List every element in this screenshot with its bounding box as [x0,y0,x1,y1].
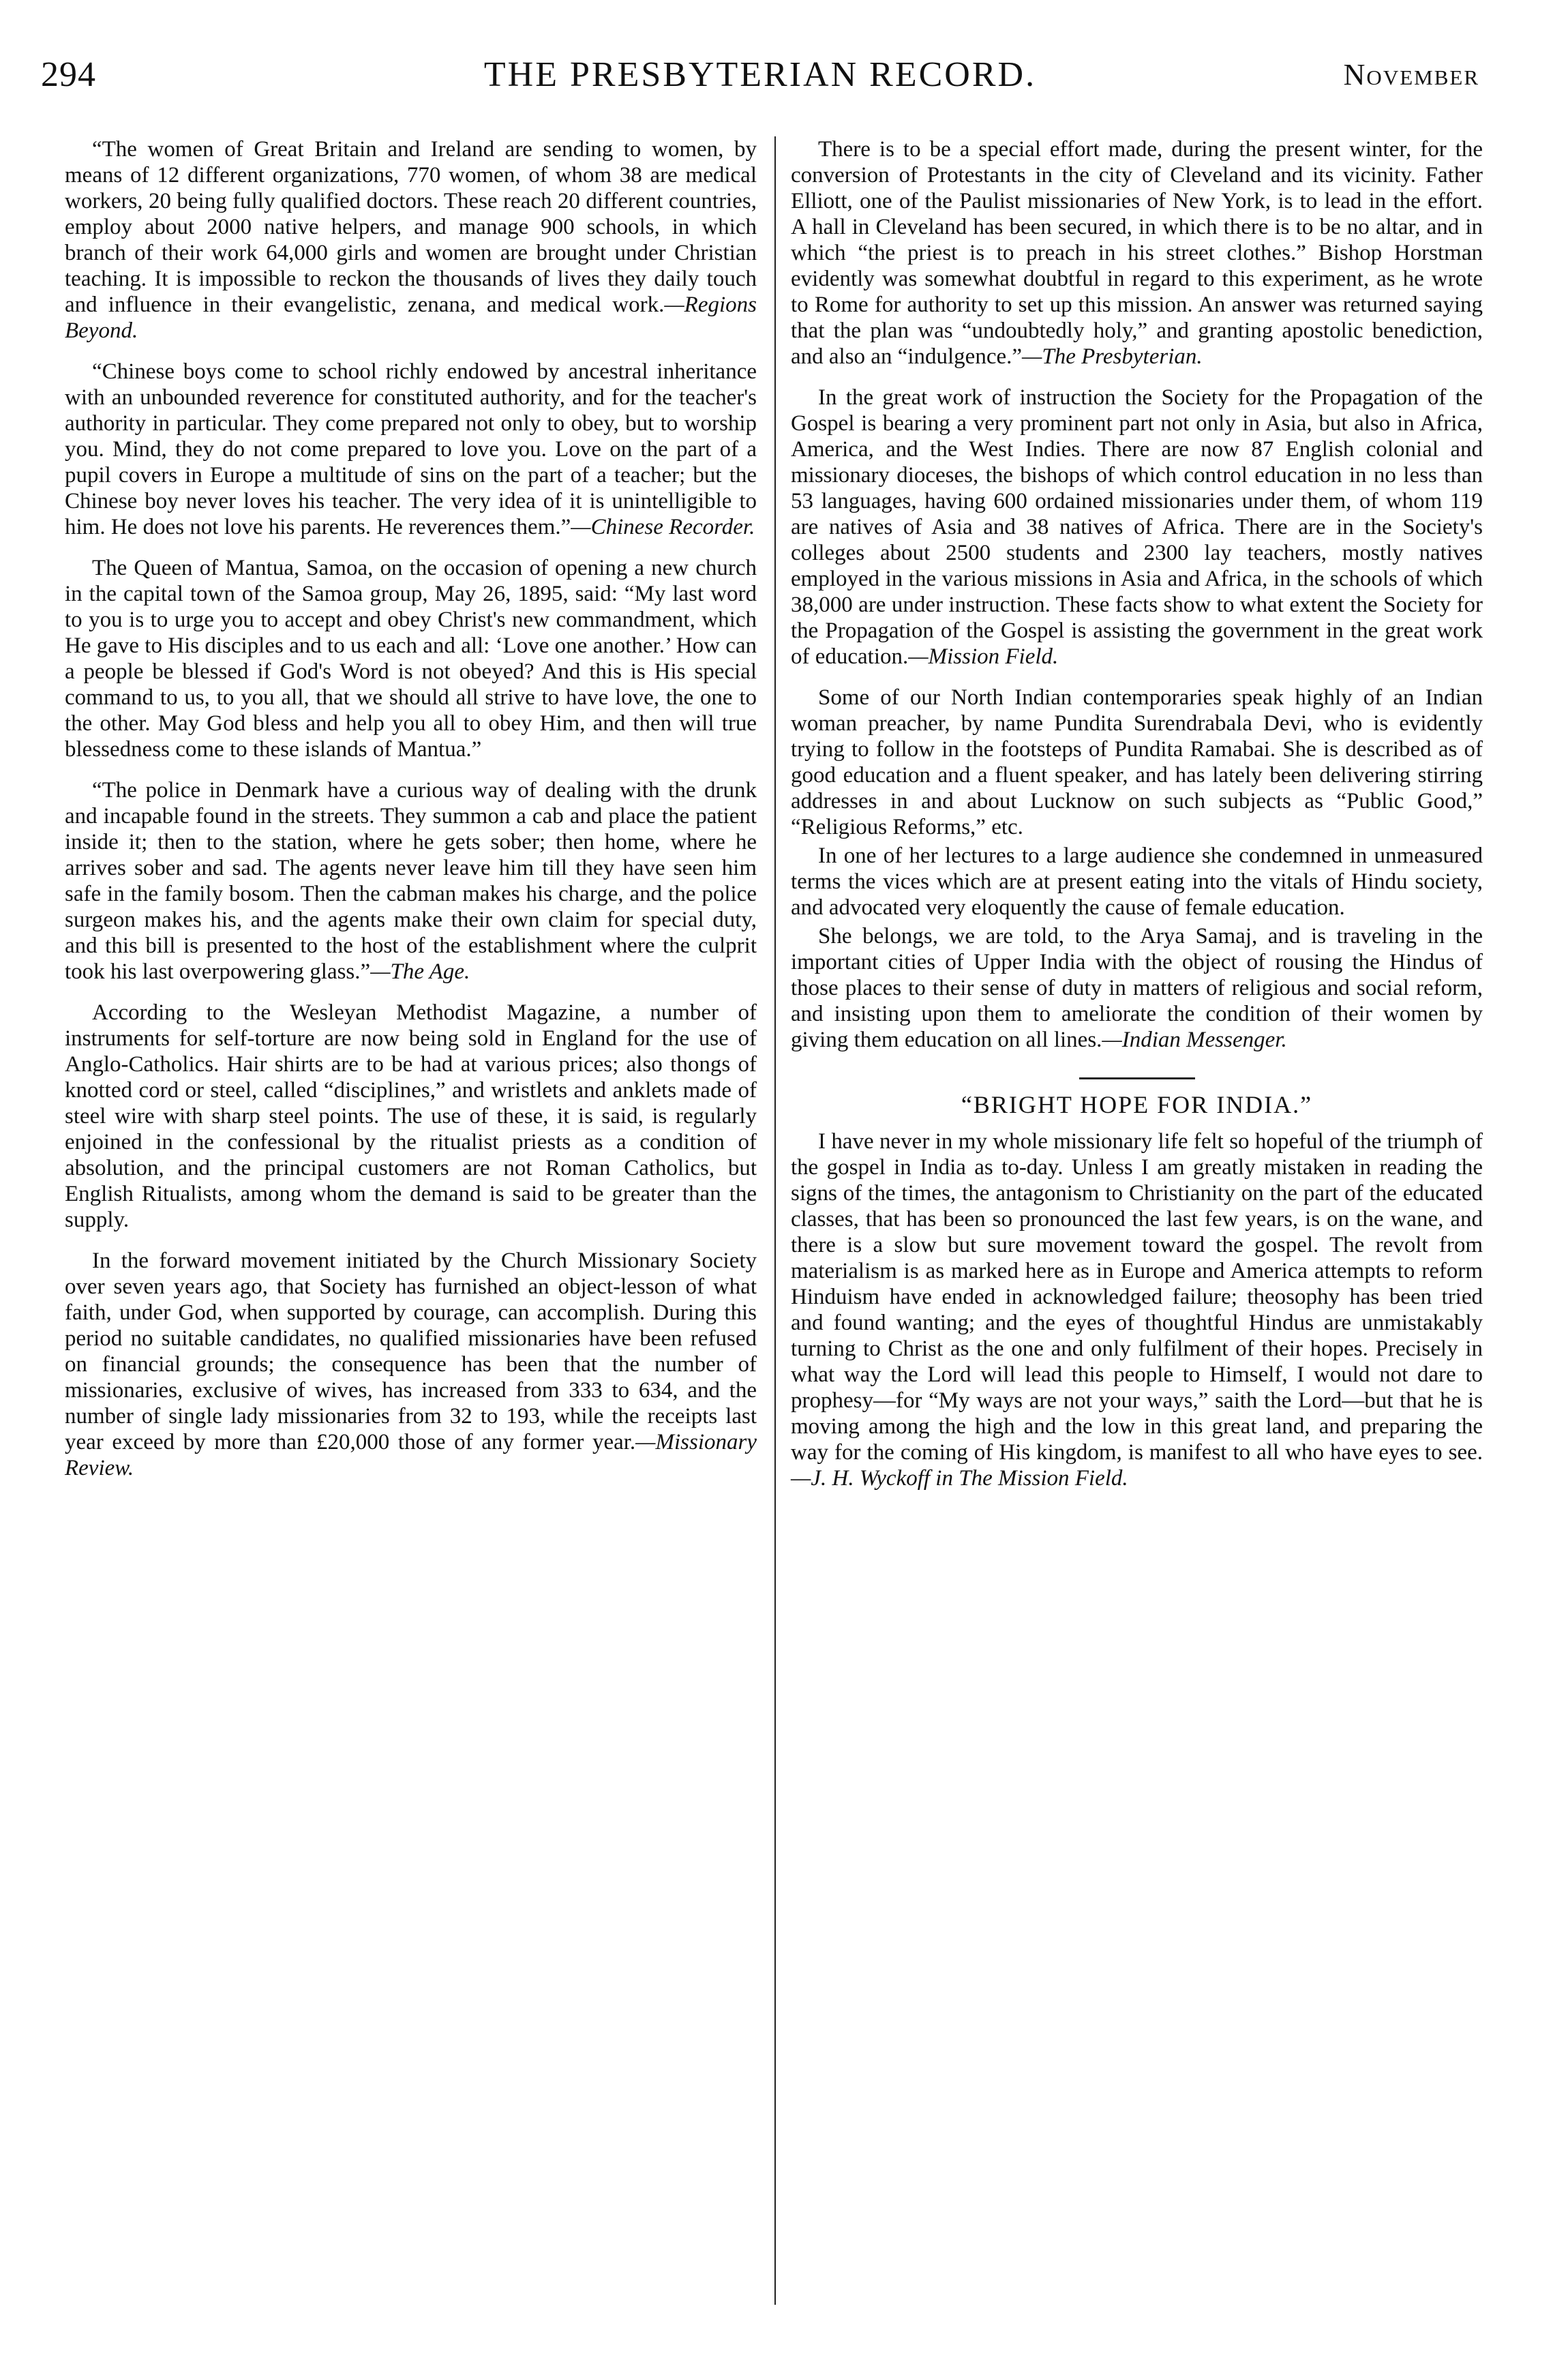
publication-title: THE PRESBYTERIAN RECORD. [483,55,1037,94]
article-text: “Chinese boys come to school richly endowed by ancestral inheritance with an unbounded reverence for constituted authority, and for the teacher's authority in particular. They come prepared not only to obey, but to worship you. Mind, they do not come prepared to love you. Love on the part of a pupil covers in Europe a multitude of sins on the part of a teacher; but the Chinese boy never loves his teacher. The very idea of it is unintelligible to him. He does not love his parents. He reverences them.” [65,359,757,539]
issue-month: November [1343,58,1479,91]
article-text: In the forward movement initiated by the Church Missionary Society over seven years ago, that Society has furnished an object-lesson of what faith, under God, when supported by courage, can accomplish. During this period no suitable candidates, no qualified missionaries have been refused on financial grounds; the consequence has been that the number of missionaries, exclusive of wives, has increased from 333 to 634, and the number of single lady missionaries from 32 to 193, while the receipts last year exceed by more than £20,000 those of any former year. [65,1249,757,1454]
article-text: “The women of Great Britain and Ireland are sending to women, by means of 12 different organizations, 770 women, of whom 38 are medical workers, 20 being fully qualified doctors. These reach 20 different countries, employ about 2000 native helpers, and manage 900 schools, in which branch of their work 64,000 girls and women are brought under Christian teaching. It is impossible to reckon the thousands of lives they daily touch and influence in their evangelistic, zenana, and medical work. [65,137,757,317]
column-divider [774,136,776,2305]
section-divider [1079,1077,1195,1079]
article-cleveland-mission [791,136,1483,370]
article-text: In one of her lectures to a large audience she condemned in unmeasured terms the vices which are at present eating into the vitals of Hindu society, and advocated very eloquently the cause of female education. [791,843,1483,920]
article-source: —Mission Field. [908,644,1059,669]
section-heading: “BRIGHT HOPE FOR INDIA.” [961,1091,1313,1118]
left-column [65,136,757,1496]
article-self-torture [65,1000,757,1233]
article-propagation-gospel [791,385,1483,670]
article-indian-woman-preacher-3 [791,923,1483,1053]
article-text: Some of our North Indian contemporaries speak highly of an Indian woman preacher, by name Pundita Surendrabala Devi, who is evidently trying to follow in the footsteps of Pundita Ramabai. She is described as of good education and a fluent speaker, and has lately been delivering stirring addresses in and about Lucknow on such subjects as “Public Good,” “Religious Reforms,” etc. [791,685,1483,839]
article-bright-hope [791,1129,1483,1491]
article-women-missions [65,136,757,344]
article-text: There is to be a special effort made, during the present winter, for the conversion of Protestants in the city of Cleveland and its vicinity. Father Elliott, one of the Paulist missionaries of New York, is to lead in the effort. A hall in Cleveland has been secured, in which there is to be no altar, and in which “the priest is to preach in his street clothes.” Bishop Horstman evidently was somewhat doubtful in regard to this experiment, as he wrote to Rome for authority to set up this mission. An answer was returned saying that the plan was “undoubtedly holy,” and granting apostolic benediction, and also an “indulgence.” [791,137,1483,369]
article-text: According to the Wesleyan Methodist Magazine, a number of instruments for self-torture are now being sold in England for the use of Anglo-Catholics. Hair shirts are to be had at various prices; also thongs of knotted cord or steel, called “disciplines,” and wristlets and anklets made of steel wire with sharp steel points. The use of these, it is said, is regularly enjoined in the confessional by the ritualist priests as a condition of absolution, and the principal customers are not Roman Catholics, but English Ritualists, among whom the demand is said to be greater than the supply. [65,1000,757,1232]
article-source: —Indian Messenger. [1102,1028,1287,1052]
article-indian-woman-preacher-2 [791,843,1483,921]
article-source: —Missionary Review. [65,1430,757,1480]
article-text: The Queen of Mantua, Samoa, on the occasion of opening a new church in the capital town of the Samoa group, May 26, 1895, said: “My last word to you is to urge you to accept and obey Christ's new commandment, which He gave to His disciples and to us each and all: ‘Love one another.’ How can a people be blessed if God's Word is not obeyed? And this is His special command to us, to you all, that we should all strive to have love, the one to the other. May God bless and help you all to obey Him, and then will true blessedness come to these islands of Mantua.” [65,556,757,762]
article-denmark-police [65,777,757,985]
article-source: —The Age. [370,959,470,984]
article-text: She belongs, we are told, to the Arya Samaj, and is traveling in the important cities of Upper India with the object of rousing the Hindus of those places to their sense of duty in matters of religious and social reform, and insisting upon them to ameliorate the condition of their women by giving them education on all lines. [791,924,1483,1052]
page-header [41,48,1479,109]
article-indian-woman-preacher [791,685,1483,840]
page-number: 294 [41,55,96,94]
article-text: In the great work of instruction the Society for the Propagation of the Gospel is bearing a very prominent part not only in Asia, but also in Africa, America, and the West Indies. There are now 87 English colonial and missionary dioceses, the bishops of which control education in no less than 53 languages, having 600 ordained missionaries under them, of whom 119 are natives of Asia and 38 natives of Africa. There are in the Society's colleges about 2500 students and 2300 lay teachers, mostly natives employed in the various missions in Asia and Africa, in the schools of which 38,000 are under instruction. These facts show to what extent the Society for the Propagation of the Gospel is assisting the government in the great work of education. [791,385,1483,669]
right-column [791,136,1483,1506]
article-queen-of-mantua [65,555,757,762]
article-source: —The Presbyterian. [1022,344,1203,369]
article-source: —Chinese Recorder. [571,515,755,539]
article-text: “The police in Denmark have a curious way of dealing with the drunk and incapable found in the streets. They summon a cab and place the patient inside it; then to the station, where he gets sober; then home, where he arrives sober and sad. The agents never leave him till they have seen him safe in the family bosom. Then the cabman makes his charge, and the police surgeon makes his, and the agents make their own claim for special duty, and this bill is presented to the host of the establishment where the culprit took his last overpowering glass.” [65,778,757,984]
article-source: —Regions Beyond. [65,293,757,343]
article-source: —J. H. Wyckoff in The Mission Field. [791,1466,1128,1491]
article-text: I have never in my whole missionary life felt so hopeful of the triumph of the gospel in India as to-day. Unless I am greatly mistaken in reading the signs of the times, the antagonism to Christianity on the part of the educated classes, that has been so pronounced the last few years, is on the wane, and there is a slow but sure movement toward the gospel. The revolt from materialism is as marked here as in Europe and America attempts to reform Hinduism have ended in acknowledged failure; theosophy has been tried and found wanting; and the eyes of thoughtful Hindus are unmistakably turning to Christ as the one and only fulfilment of their hopes. Precisely in what way the Lord will lead this people to Himself, I would not dare to prophesy—for “My ways are not your ways,” saith the Lord—but that he is moving among the high and the low in this great land, and preparing the way for the coming of His kingdom, is manifest to all who have eyes to see. [791,1129,1483,1465]
article-chinese-boys [65,359,757,540]
article-church-missionary-society [65,1248,757,1481]
